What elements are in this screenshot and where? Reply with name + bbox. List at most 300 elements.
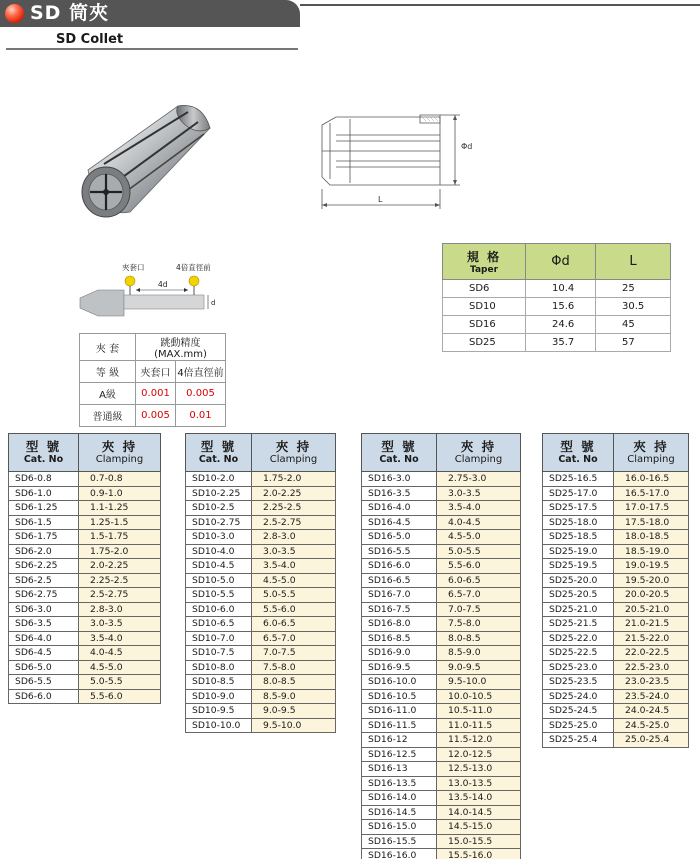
- acc-value: 0.005: [136, 405, 176, 427]
- table-row: [9, 631, 161, 646]
- clamp-table-sd6: [8, 433, 161, 704]
- cat-no-cell: SD6-1.5: [9, 515, 79, 530]
- clamping-range-cell: 6.0-6.5: [437, 573, 521, 588]
- table-row: [543, 617, 689, 632]
- table-row: [9, 486, 161, 501]
- clamping-range-cell: 5.0-5.5: [79, 675, 161, 690]
- cat-no-cell: SD10-7.5: [186, 646, 252, 661]
- cat-no-cell: SD16-14.5: [362, 805, 437, 820]
- clamping-range-cell: 4.0-4.5: [437, 515, 521, 530]
- cat-no-cell: SD25-23.5: [543, 675, 614, 690]
- acc-value: 0.01: [176, 405, 226, 427]
- red-ball-icon: [5, 4, 24, 23]
- table-row: [186, 704, 336, 719]
- cat-no-cell: SD10-5.5: [186, 588, 252, 603]
- cat-no-cell: SD10-9.5: [186, 704, 252, 719]
- clamping-range-cell: 6.0-6.5: [252, 617, 336, 632]
- cat-no-cell: SD10-10.0: [186, 718, 252, 733]
- clamping-range-cell: 2.25-2.5: [79, 573, 161, 588]
- cat-no-cell: SD25-19.0: [543, 544, 614, 559]
- table-row: [9, 689, 161, 704]
- clamping-range-cell: 22.5-23.0: [614, 660, 689, 675]
- table-row: [543, 559, 689, 574]
- spec-cell: SD25: [443, 334, 526, 352]
- cat-no-cell: SD25-17.5: [543, 501, 614, 516]
- table-row: [362, 559, 521, 574]
- table-row: [543, 602, 689, 617]
- cat-no-cell: SD16-3.0: [362, 472, 437, 487]
- cat-no-cell: SD16-14.0: [362, 791, 437, 806]
- cat-no-cell: SD16-3.5: [362, 486, 437, 501]
- table-row: [362, 631, 521, 646]
- table-row: [9, 602, 161, 617]
- clamping-range-cell: 3.5-4.0: [252, 559, 336, 574]
- spec-cell: 10.4: [526, 280, 596, 298]
- cat-no-cell: SD6-1.75: [9, 530, 79, 545]
- spec-header-l: L: [596, 244, 671, 280]
- clamping-range-cell: 23.5-24.0: [614, 689, 689, 704]
- table-row: [362, 747, 521, 762]
- table-row: [362, 602, 521, 617]
- clamping-range-cell: 4.5-5.0: [79, 660, 161, 675]
- cat-no-cell: SD10-6.5: [186, 617, 252, 632]
- table-row: [186, 515, 336, 530]
- cat-no-cell: SD10-4.0: [186, 544, 252, 559]
- acc-h-4d: 4倍直徑前: [176, 361, 226, 383]
- table-row: [9, 544, 161, 559]
- clamping-range-cell: 18.5-19.0: [614, 544, 689, 559]
- cat-no-cell: SD16-6.0: [362, 559, 437, 574]
- clamping-range-cell: 8.5-9.0: [437, 646, 521, 661]
- cat-no-cell: SD25-19.5: [543, 559, 614, 574]
- cat-no-cell: SD25-18.0: [543, 515, 614, 530]
- cat-no-cell: SD25-17.0: [543, 486, 614, 501]
- cat-no-cell: SD16-7.0: [362, 588, 437, 603]
- phi-d-label: Φd: [461, 142, 473, 151]
- cat-no-cell: SD6-2.75: [9, 588, 79, 603]
- spec-row: [443, 316, 671, 334]
- clamping-range-cell: 8.0-8.5: [252, 675, 336, 690]
- subtitle-underline: [6, 48, 298, 50]
- cat-no-cell: SD10-2.5: [186, 501, 252, 516]
- header-rule: [300, 4, 700, 6]
- table-row: [362, 486, 521, 501]
- table-row: [9, 675, 161, 690]
- clamping-range-cell: 16.5-17.0: [614, 486, 689, 501]
- spec-cell: 24.6: [526, 316, 596, 334]
- clamping-range-cell: 11.5-12.0: [437, 733, 521, 748]
- spec-row: [443, 280, 671, 298]
- table-row: [362, 530, 521, 545]
- four-d-front-label: 4倍直徑前: [176, 263, 211, 272]
- table-row: [543, 660, 689, 675]
- table-row: [186, 617, 336, 632]
- table-row: [186, 472, 336, 487]
- cat-no-cell: SD16-11.0: [362, 704, 437, 719]
- table-row: [543, 486, 689, 501]
- cat-no-cell: SD25-24.0: [543, 689, 614, 704]
- spec-cell: 30.5: [596, 298, 671, 316]
- clamping-range-cell: 6.5-7.0: [437, 588, 521, 603]
- table-row: [543, 675, 689, 690]
- acc-h-grade: 等 級: [80, 361, 136, 383]
- acc-value: 0.005: [176, 383, 226, 405]
- table-row: [186, 588, 336, 603]
- acc-grade: A級: [80, 383, 136, 405]
- cat-no-cell: SD25-16.5: [543, 472, 614, 487]
- clamping-range-cell: 3.5-4.0: [437, 501, 521, 516]
- table-row: [362, 515, 521, 530]
- spec-cell: 15.6: [526, 298, 596, 316]
- clamping-range-cell: 2.0-2.25: [79, 559, 161, 574]
- table-row: [186, 689, 336, 704]
- clamping-range-cell: 17.0-17.5: [614, 501, 689, 516]
- table-row: [9, 660, 161, 675]
- cat-no-cell: SD6-4.5: [9, 646, 79, 661]
- cat-no-cell: SD10-3.0: [186, 530, 252, 545]
- spec-cell: 57: [596, 334, 671, 352]
- mouth-label: 夾套口: [122, 263, 145, 272]
- table-row: [362, 820, 521, 835]
- cat-no-cell: SD25-25.4: [543, 733, 614, 748]
- table-row: [362, 588, 521, 603]
- clamping-range-cell: 1.25-1.5: [79, 515, 161, 530]
- cat-no-cell: SD10-9.0: [186, 689, 252, 704]
- clamping-range-cell: 12.0-12.5: [437, 747, 521, 762]
- cat-no-cell: SD16-7.5: [362, 602, 437, 617]
- table-row: [186, 501, 336, 516]
- cat-no-cell: SD10-4.5: [186, 559, 252, 574]
- clamping-range-cell: 2.5-2.75: [79, 588, 161, 603]
- clamping-range-cell: 9.5-10.0: [437, 675, 521, 690]
- clamping-range-cell: 3.5-4.0: [79, 631, 161, 646]
- collet-dimension-drawing: [310, 105, 510, 215]
- cat-no-header: 型 號 Cat. No: [9, 434, 79, 472]
- acc-row-normal: [80, 405, 226, 427]
- clamping-range-cell: 25.0-25.4: [614, 733, 689, 748]
- table-row: [9, 646, 161, 661]
- table-row: [543, 718, 689, 733]
- cat-no-cell: SD10-2.0: [186, 472, 252, 487]
- clamping-range-cell: 4.5-5.0: [437, 530, 521, 545]
- acc-row-a: [80, 383, 226, 405]
- table-row: [543, 631, 689, 646]
- table-row: [9, 617, 161, 632]
- cat-no-cell: SD10-2.25: [186, 486, 252, 501]
- clamping-range-cell: 8.5-9.0: [252, 689, 336, 704]
- clamp-table-sd16: [361, 433, 521, 859]
- cat-no-cell: SD25-21.0: [543, 602, 614, 617]
- table-row: [186, 573, 336, 588]
- clamping-range-cell: 16.0-16.5: [614, 472, 689, 487]
- cat-no-cell: SD25-20.0: [543, 573, 614, 588]
- table-row: [362, 762, 521, 777]
- clamping-range-cell: 5.0-5.5: [437, 544, 521, 559]
- table-row: [9, 559, 161, 574]
- acc-h-collet: 夾 套: [80, 334, 136, 361]
- table-row: [543, 704, 689, 719]
- clamping-range-cell: 21.0-21.5: [614, 617, 689, 632]
- four-d-label: 4d: [158, 280, 168, 289]
- spec-header-phid: Φd: [526, 244, 596, 280]
- cat-no-cell: SD16-16.0: [362, 849, 437, 859]
- clamping-range-cell: 9.0-9.5: [437, 660, 521, 675]
- clamping-range-cell: 2.8-3.0: [79, 602, 161, 617]
- cat-no-cell: SD10-2.75: [186, 515, 252, 530]
- table-row: [362, 660, 521, 675]
- table-row: [362, 805, 521, 820]
- cat-no-cell: SD25-25.0: [543, 718, 614, 733]
- clamping-range-cell: 10.5-11.0: [437, 704, 521, 719]
- table-row: [362, 472, 521, 487]
- clamping-range-cell: 1.75-2.0: [252, 472, 336, 487]
- table-row: [186, 602, 336, 617]
- cat-no-cell: SD10-7.0: [186, 631, 252, 646]
- acc-h-runout: 跳動精度(MAX.mm): [136, 334, 226, 361]
- cat-no-cell: SD16-8.5: [362, 631, 437, 646]
- clamping-range-cell: 5.5-6.0: [79, 689, 161, 704]
- clamping-range-cell: 3.0-3.5: [252, 544, 336, 559]
- table-row: [362, 791, 521, 806]
- clamping-range-cell: 1.1-1.25: [79, 501, 161, 516]
- cat-no-cell: SD10-8.0: [186, 660, 252, 675]
- clamping-range-cell: 14.0-14.5: [437, 805, 521, 820]
- cat-no-cell: SD25-21.5: [543, 617, 614, 632]
- clamping-range-cell: 6.5-7.0: [252, 631, 336, 646]
- spec-header-taper: 規 格 Taper: [443, 244, 526, 280]
- cat-no-cell: SD16-5.5: [362, 544, 437, 559]
- clamping-range-cell: 12.5-13.0: [437, 762, 521, 777]
- clamping-range-cell: 8.0-8.5: [437, 631, 521, 646]
- clamping-range-cell: 7.5-8.0: [252, 660, 336, 675]
- table-row: [362, 675, 521, 690]
- cat-no-cell: SD16-11.5: [362, 718, 437, 733]
- spec-row: [443, 334, 671, 352]
- spec-cell: 35.7: [526, 334, 596, 352]
- table-row: [543, 733, 689, 748]
- page-subtitle: SD Collet: [56, 32, 124, 47]
- table-row: [543, 689, 689, 704]
- d-label: d: [211, 299, 216, 307]
- table-row: [9, 530, 161, 545]
- clamping-range-cell: 3.0-3.5: [79, 617, 161, 632]
- table-row: [186, 675, 336, 690]
- spec-table: [442, 243, 671, 352]
- clamping-range-cell: 1.5-1.75: [79, 530, 161, 545]
- cat-no-cell: SD16-13.5: [362, 776, 437, 791]
- cat-no-cell: SD16-9.5: [362, 660, 437, 675]
- clamping-range-cell: 11.0-11.5: [437, 718, 521, 733]
- cat-no-cell: SD6-3.5: [9, 617, 79, 632]
- clamping-range-cell: 17.5-18.0: [614, 515, 689, 530]
- clamping-range-cell: 7.0-7.5: [252, 646, 336, 661]
- clamping-range-cell: 13.0-13.5: [437, 776, 521, 791]
- table-row: [543, 646, 689, 661]
- table-row: [362, 617, 521, 632]
- cat-no-cell: SD16-5.0: [362, 530, 437, 545]
- clamping-range-cell: 9.5-10.0: [252, 718, 336, 733]
- cat-no-cell: SD16-4.0: [362, 501, 437, 516]
- cat-no-cell: SD16-9.0: [362, 646, 437, 661]
- cat-no-cell: SD6-1.0: [9, 486, 79, 501]
- cat-no-cell: SD6-2.25: [9, 559, 79, 574]
- clamping-range-cell: 7.0-7.5: [437, 602, 521, 617]
- clamping-range-cell: 19.5-20.0: [614, 573, 689, 588]
- table-row: [186, 530, 336, 545]
- clamping-range-cell: 18.0-18.5: [614, 530, 689, 545]
- length-label: L: [378, 195, 383, 204]
- spec-cell: SD6: [443, 280, 526, 298]
- cat-no-cell: SD25-22.0: [543, 631, 614, 646]
- table-row: [186, 544, 336, 559]
- table-row: [543, 544, 689, 559]
- table-row: [362, 733, 521, 748]
- table-row: [543, 573, 689, 588]
- table-row: [362, 573, 521, 588]
- spec-cell: SD16: [443, 316, 526, 334]
- cat-no-cell: SD16-12: [362, 733, 437, 748]
- clamping-range-cell: 5.0-5.5: [252, 588, 336, 603]
- table-row: [9, 573, 161, 588]
- cat-no-header: 型 號 Cat. No: [362, 434, 437, 472]
- clamping-header: 夾 持 Clamping: [79, 434, 161, 472]
- cat-no-cell: SD6-5.0: [9, 660, 79, 675]
- clamping-range-cell: 4.5-5.0: [252, 573, 336, 588]
- clamping-header: 夾 持 Clamping: [614, 434, 689, 472]
- clamping-range-cell: 7.5-8.0: [437, 617, 521, 632]
- table-row: [362, 704, 521, 719]
- cat-no-cell: SD25-18.5: [543, 530, 614, 545]
- table-row: [186, 559, 336, 574]
- cat-no-cell: SD16-12.5: [362, 747, 437, 762]
- table-row: [362, 544, 521, 559]
- clamping-range-cell: 24.5-25.0: [614, 718, 689, 733]
- table-row: [543, 588, 689, 603]
- spec-cell: 25: [596, 280, 671, 298]
- table-row: [186, 631, 336, 646]
- cat-no-cell: SD10-5.0: [186, 573, 252, 588]
- cat-no-cell: SD6-3.0: [9, 602, 79, 617]
- cat-no-cell: SD6-2.5: [9, 573, 79, 588]
- table-row: [362, 501, 521, 516]
- clamping-header: 夾 持 Clamping: [437, 434, 521, 472]
- clamping-range-cell: 13.5-14.0: [437, 791, 521, 806]
- table-row: [9, 501, 161, 516]
- cat-no-cell: SD16-15.0: [362, 820, 437, 835]
- clamping-range-cell: 10.0-10.5: [437, 689, 521, 704]
- clamping-range-cell: 15.5-16.0: [437, 849, 521, 859]
- collet-photo: [70, 100, 220, 230]
- cat-no-cell: SD16-4.5: [362, 515, 437, 530]
- cat-no-cell: SD16-8.0: [362, 617, 437, 632]
- cat-no-header: 型 號 Cat. No: [543, 434, 614, 472]
- clamp-table-sd10: [185, 433, 336, 733]
- table-row: [9, 588, 161, 603]
- table-row: [543, 515, 689, 530]
- table-row: [543, 501, 689, 516]
- cat-no-header: 型 號 Cat. No: [186, 434, 252, 472]
- spec-row: [443, 298, 671, 316]
- spec-cell: SD10: [443, 298, 526, 316]
- clamping-range-cell: 5.5-6.0: [437, 559, 521, 574]
- section-header: [0, 0, 700, 30]
- spec-cell: 45: [596, 316, 671, 334]
- cat-no-cell: SD16-13: [362, 762, 437, 777]
- cat-no-cell: SD10-6.0: [186, 602, 252, 617]
- acc-value: 0.001: [136, 383, 176, 405]
- table-row: [362, 646, 521, 661]
- table-row: [186, 646, 336, 661]
- cat-no-cell: SD16-10.0: [362, 675, 437, 690]
- cat-no-cell: SD6-1.25: [9, 501, 79, 516]
- clamping-range-cell: 3.0-3.5: [437, 486, 521, 501]
- table-row: [9, 515, 161, 530]
- cat-no-cell: SD25-23.0: [543, 660, 614, 675]
- cat-no-cell: SD6-4.0: [9, 631, 79, 646]
- clamping-range-cell: 21.5-22.0: [614, 631, 689, 646]
- clamping-range-cell: 5.5-6.0: [252, 602, 336, 617]
- cat-no-cell: SD16-6.5: [362, 573, 437, 588]
- table-row: [186, 486, 336, 501]
- runout-accuracy-table: [79, 333, 226, 427]
- clamping-range-cell: 2.8-3.0: [252, 530, 336, 545]
- cat-no-cell: SD10-8.5: [186, 675, 252, 690]
- page-title: SD 筒夾: [30, 2, 110, 24]
- table-row: [362, 849, 521, 859]
- clamping-range-cell: 24.0-24.5: [614, 704, 689, 719]
- table-row: [362, 689, 521, 704]
- clamping-range-cell: 15.0-15.5: [437, 834, 521, 849]
- cat-no-cell: SD25-20.5: [543, 588, 614, 603]
- runout-measure-diagram: [78, 260, 228, 325]
- table-row: [186, 718, 336, 733]
- cat-no-cell: SD16-15.5: [362, 834, 437, 849]
- clamping-range-cell: 20.5-21.0: [614, 602, 689, 617]
- cat-no-cell: SD25-24.5: [543, 704, 614, 719]
- cat-no-cell: SD25-22.5: [543, 646, 614, 661]
- clamping-range-cell: 2.25-2.5: [252, 501, 336, 516]
- cat-no-cell: SD6-5.5: [9, 675, 79, 690]
- table-row: [543, 472, 689, 487]
- acc-h-mouth: 夾套口: [136, 361, 176, 383]
- clamping-range-cell: 14.5-15.0: [437, 820, 521, 835]
- clamping-range-cell: 19.0-19.5: [614, 559, 689, 574]
- acc-grade: 普通級: [80, 405, 136, 427]
- table-row: [362, 776, 521, 791]
- clamp-table-sd25: [542, 433, 689, 748]
- cat-no-cell: SD6-0.8: [9, 472, 79, 487]
- table-row: [186, 660, 336, 675]
- cat-no-cell: SD6-2.0: [9, 544, 79, 559]
- cat-no-cell: SD16-10.5: [362, 689, 437, 704]
- cat-no-cell: SD6-6.0: [9, 689, 79, 704]
- table-row: [9, 472, 161, 487]
- clamping-range-cell: 9.0-9.5: [252, 704, 336, 719]
- clamping-range-cell: 0.7-0.8: [79, 472, 161, 487]
- table-row: [362, 718, 521, 733]
- clamping-range-cell: 23.0-23.5: [614, 675, 689, 690]
- table-row: [543, 530, 689, 545]
- clamping-range-cell: 0.9-1.0: [79, 486, 161, 501]
- clamping-range-cell: 4.0-4.5: [79, 646, 161, 661]
- clamping-range-cell: 22.0-22.5: [614, 646, 689, 661]
- clamping-range-cell: 2.0-2.25: [252, 486, 336, 501]
- table-row: [362, 834, 521, 849]
- clamping-range-cell: 1.75-2.0: [79, 544, 161, 559]
- clamping-range-cell: 2.5-2.75: [252, 515, 336, 530]
- clamping-range-cell: 20.0-20.5: [614, 588, 689, 603]
- clamping-header: 夾 持 Clamping: [252, 434, 336, 472]
